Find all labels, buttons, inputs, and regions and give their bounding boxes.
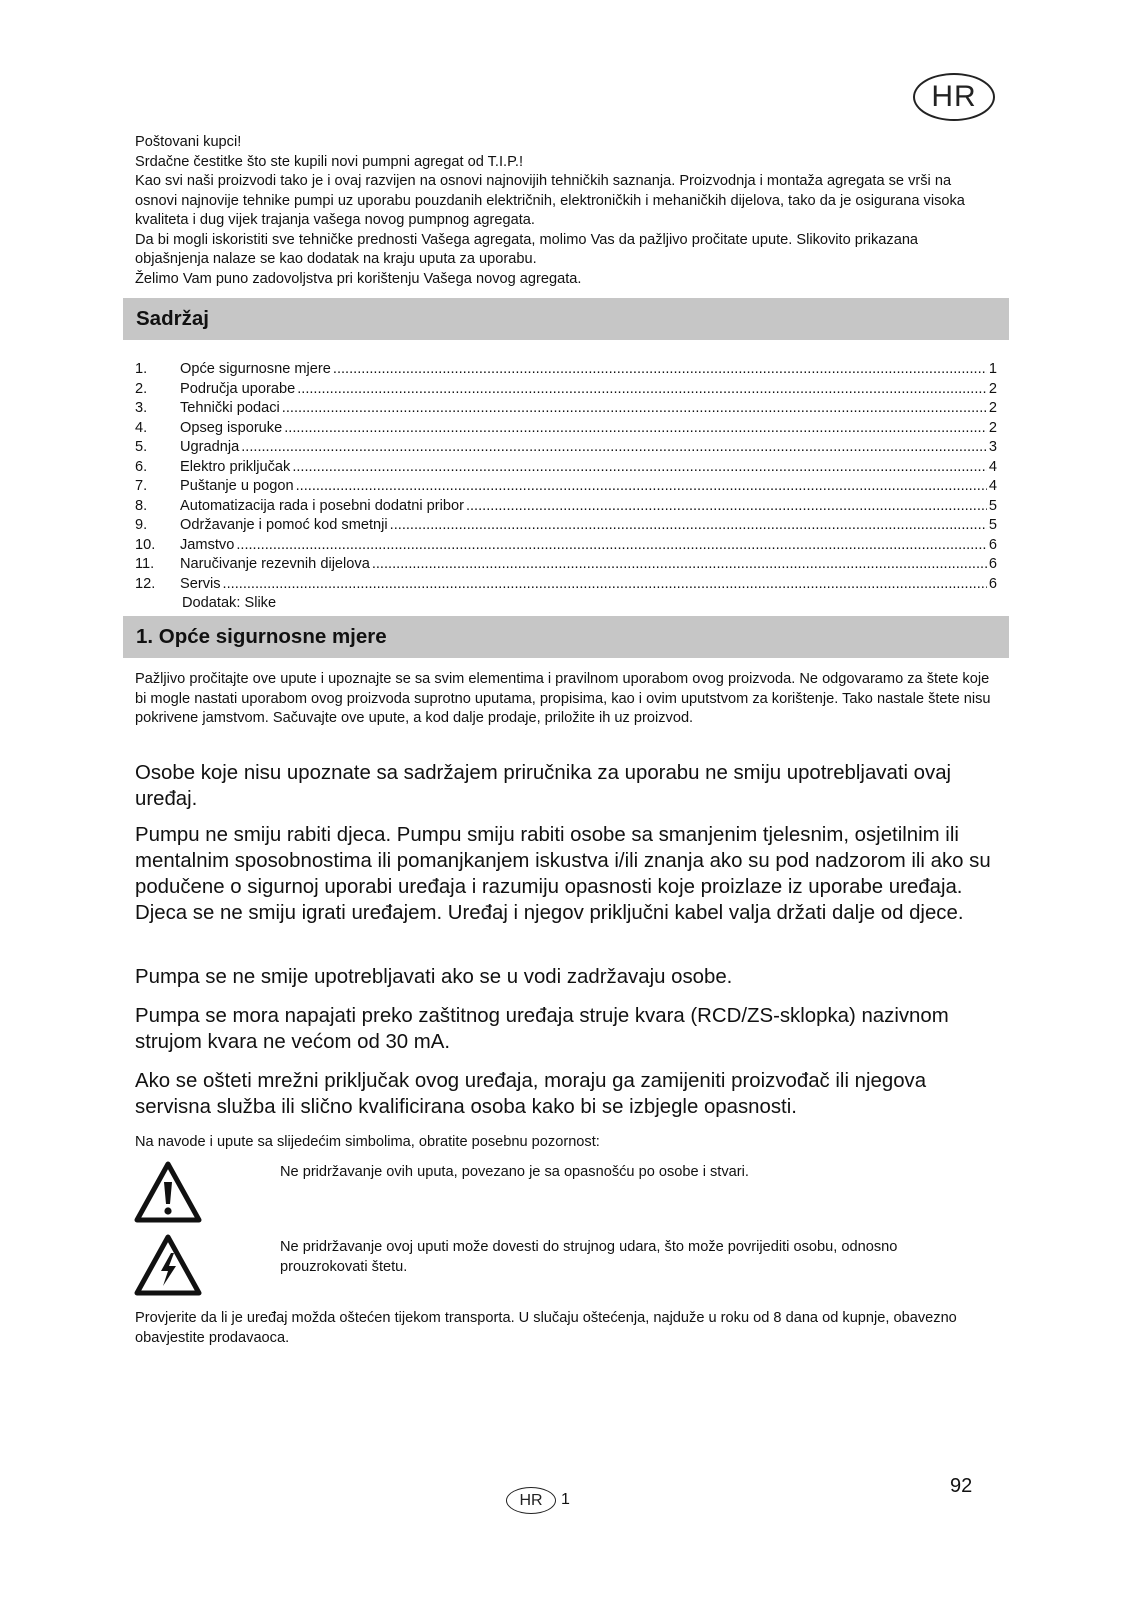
toc-item[interactable]	[135, 419, 997, 439]
toc-leader-dots	[372, 555, 987, 575]
intro-greeting: Poštovani kupci!	[135, 134, 242, 150]
toc-item-page: 2	[988, 419, 997, 436]
warning-text: Pumpa se ne smije upotrebljavati ako se u vodi zadržavaju osobe.	[135, 966, 733, 988]
table-of-contents	[135, 360, 997, 614]
toc-item[interactable]	[135, 399, 997, 419]
toc-item-page: 3	[988, 439, 997, 455]
toc-item[interactable]	[135, 555, 997, 575]
toc-item-page: 2	[988, 380, 997, 397]
toc-item-page: 1	[988, 361, 997, 377]
toc-item-page: 6	[988, 536, 997, 553]
toc-item-title: Tehnički podaci	[180, 400, 280, 416]
toc-item-number: 8.	[135, 497, 148, 514]
toc-item-title: Puštanje u pogon	[180, 478, 294, 494]
toc-leader-dots	[333, 360, 987, 380]
toc-item-number: 1.	[135, 361, 148, 377]
toc-item[interactable]	[135, 516, 997, 536]
toc-item[interactable]	[135, 536, 997, 556]
toc-heading: Sadržaj	[123, 298, 1009, 340]
toc-item-number: 4.	[135, 419, 148, 436]
toc-item-number: 6.	[135, 458, 148, 475]
symbol-description: Ne pridržavanje ovoj uputi može dovesti do strujnog udara, što može povrijediti osobu, odnosno prouzrokovati štetu.	[280, 1239, 898, 1275]
toc-item-number: 9.	[135, 517, 148, 533]
toc-item-page: 5	[988, 497, 997, 514]
toc-item-page: 2	[988, 400, 997, 416]
symbol-description: Ne pridržavanje ovih uputa, povezano je sa opasnošću po osobe i stvari.	[280, 1164, 749, 1180]
language-badge: HR	[913, 73, 995, 121]
warning-text: Pumpa se mora napajati preko zaštitnog uređaja struje kvara (RCD/ZS-sklopka) nazivnom strujom kvara ne većom od 30 mA.	[135, 1005, 949, 1053]
toc-item-title: Ugradnja	[180, 439, 240, 455]
toc-item[interactable]	[135, 438, 997, 458]
symbols-intro: Na navode i upute sa slijedećim simbolima, obratite posebnu pozornost:	[135, 1134, 600, 1150]
toc-item-number: 10.	[135, 536, 156, 553]
transport-note: Provjerite da li je uređaj možda oštećen tijekom transporta. U slučaju oštećenja, najduže u roku od 8 dana od kupnje, obavezno obavjestite prodavaoca.	[135, 1310, 957, 1346]
toc-leader-dots	[296, 477, 987, 497]
intro-paragraph: Kao svi naši proizvodi tako je i ovaj razvijen na osnovi najnovijih tehničkih saznanja. Proizvodnja i montaža agregata se vrši na osnovi najnovije tehnike pumpi uz uporabu pouzdanih električnih, elektroničkih i mehaničkih dijelova, tako da je osigurana visoka kvaliteta i dug vijek trajanja vašega novog pumpnog agregata.	[135, 173, 965, 228]
warning-triangle-icon	[133, 1160, 203, 1224]
toc-item-title: Naručivanje rezevnih dijelova	[180, 556, 370, 572]
toc-item-number: 12.	[135, 575, 156, 592]
toc-item-title: Elektro priključak	[180, 458, 291, 475]
warning-text: Ako se ošteti mrežni priključak ovog uređaja, moraju ga zamijeniti proizvođač ili njegova servisna služba ili slično kvalificirana osoba kako bi se izbjegle opasnosti.	[135, 1070, 927, 1118]
toc-leader-dots	[223, 575, 987, 595]
toc-item[interactable]	[135, 497, 997, 517]
toc-item-page: 6	[988, 575, 997, 592]
intro-paragraph: Da bi mogli iskoristiti sve tehničke prednosti Vašega agregata, molimo Vas da pažljivo pročitate upute. Slikovito prikazana objašnjenja nalaze se kao dodatak na kraju uputa za uporabu.	[135, 231, 919, 267]
toc-leader-dots	[390, 516, 987, 536]
safety-paragraph: Pažljivo pročitajte ove upute i upoznajte se sa svim elementima i pravilnom uporabom ovog proizvoda. Ne odgovaramo za štete koje bi mogle nastati uporabom ovog proizvoda suprotno uputama, propisima, kao i ovim uputstvom za korištenje. Tako nastale štete nisu pokrivene jamstvom. Sačuvajte ove upute, a kod dalje prodaje, priložite ih uz proizvod.	[135, 671, 991, 726]
toc-item-page: 4	[988, 458, 997, 475]
toc-item-title: Servis	[180, 575, 221, 592]
toc-item-number: 3.	[135, 400, 148, 416]
toc-leader-dots	[466, 497, 987, 517]
toc-item-title: Automatizacija rada i posebni dodatni pribor	[180, 497, 464, 514]
toc-item-number: 5.	[135, 439, 148, 455]
intro-congrats: Srdačne čestitke što ste kupili novi pumpni agregat od T.I.P.!	[135, 153, 524, 170]
page-number: 92	[950, 1475, 973, 1497]
toc-leader-dots	[284, 419, 987, 439]
toc-item-page: 5	[988, 517, 997, 533]
toc-item-page: 4	[988, 478, 997, 494]
toc-item-title: Opseg isporuke	[180, 419, 283, 436]
toc-item-number: 11.	[135, 556, 155, 572]
toc-leader-dots	[236, 536, 987, 556]
toc-item-page: 6	[988, 556, 997, 572]
warning-text: Pumpu ne smiju rabiti djeca. Pumpu smiju rabiti osobe sa smanjenim tjelesnim, osjetilnim ili mentalnim sposobnostima ili pomanjkanjem iskustva i/ili znanja ako su pod nadzorom ili ako su podučene o sigurnoj uporabi uređaja i razumiju opasnosti koje proizlaze iz uporabe uređaja. Djeca se ne smiju igrati uređajem. Uređaj i njegov priključni kabel valja držati dalje od djece.	[135, 824, 991, 924]
intro-closing: Želimo Vam puno zadovoljstva pri korištenju Vašega novog agregata.	[135, 270, 582, 287]
intro-text	[135, 133, 995, 289]
electric-hazard-icon	[133, 1233, 203, 1297]
toc-item[interactable]	[135, 575, 997, 595]
section-heading: 1. Opće sigurnosne mjere	[123, 616, 1009, 658]
toc-item[interactable]	[135, 380, 997, 400]
toc-leader-dots	[297, 380, 987, 400]
toc-item-title: Opće sigurnosne mjere	[180, 361, 331, 377]
toc-item[interactable]	[135, 458, 997, 478]
footer-language-badge: HR	[506, 1487, 556, 1514]
toc-item[interactable]	[135, 477, 997, 497]
warning-text: Osobe koje nisu upoznate sa sadržajem priručnika za uporabu ne smiju upotrebljavati ovaj uređaj.	[135, 762, 952, 810]
footer-section-page: 1	[561, 1491, 570, 1508]
toc-item-title: Održavanje i pomoć kod smetnji	[180, 517, 388, 533]
toc-leader-dots	[292, 458, 987, 478]
toc-item-title: Jamstvo	[180, 536, 235, 553]
toc-leader-dots	[282, 399, 987, 419]
toc-item-title: Područja uporabe	[180, 380, 296, 397]
toc-appendix: Dodatak: Slike	[182, 595, 277, 611]
toc-item-number: 7.	[135, 478, 148, 494]
toc-leader-dots	[241, 438, 987, 458]
toc-item-number: 2.	[135, 380, 148, 397]
toc-item[interactable]	[135, 360, 997, 380]
